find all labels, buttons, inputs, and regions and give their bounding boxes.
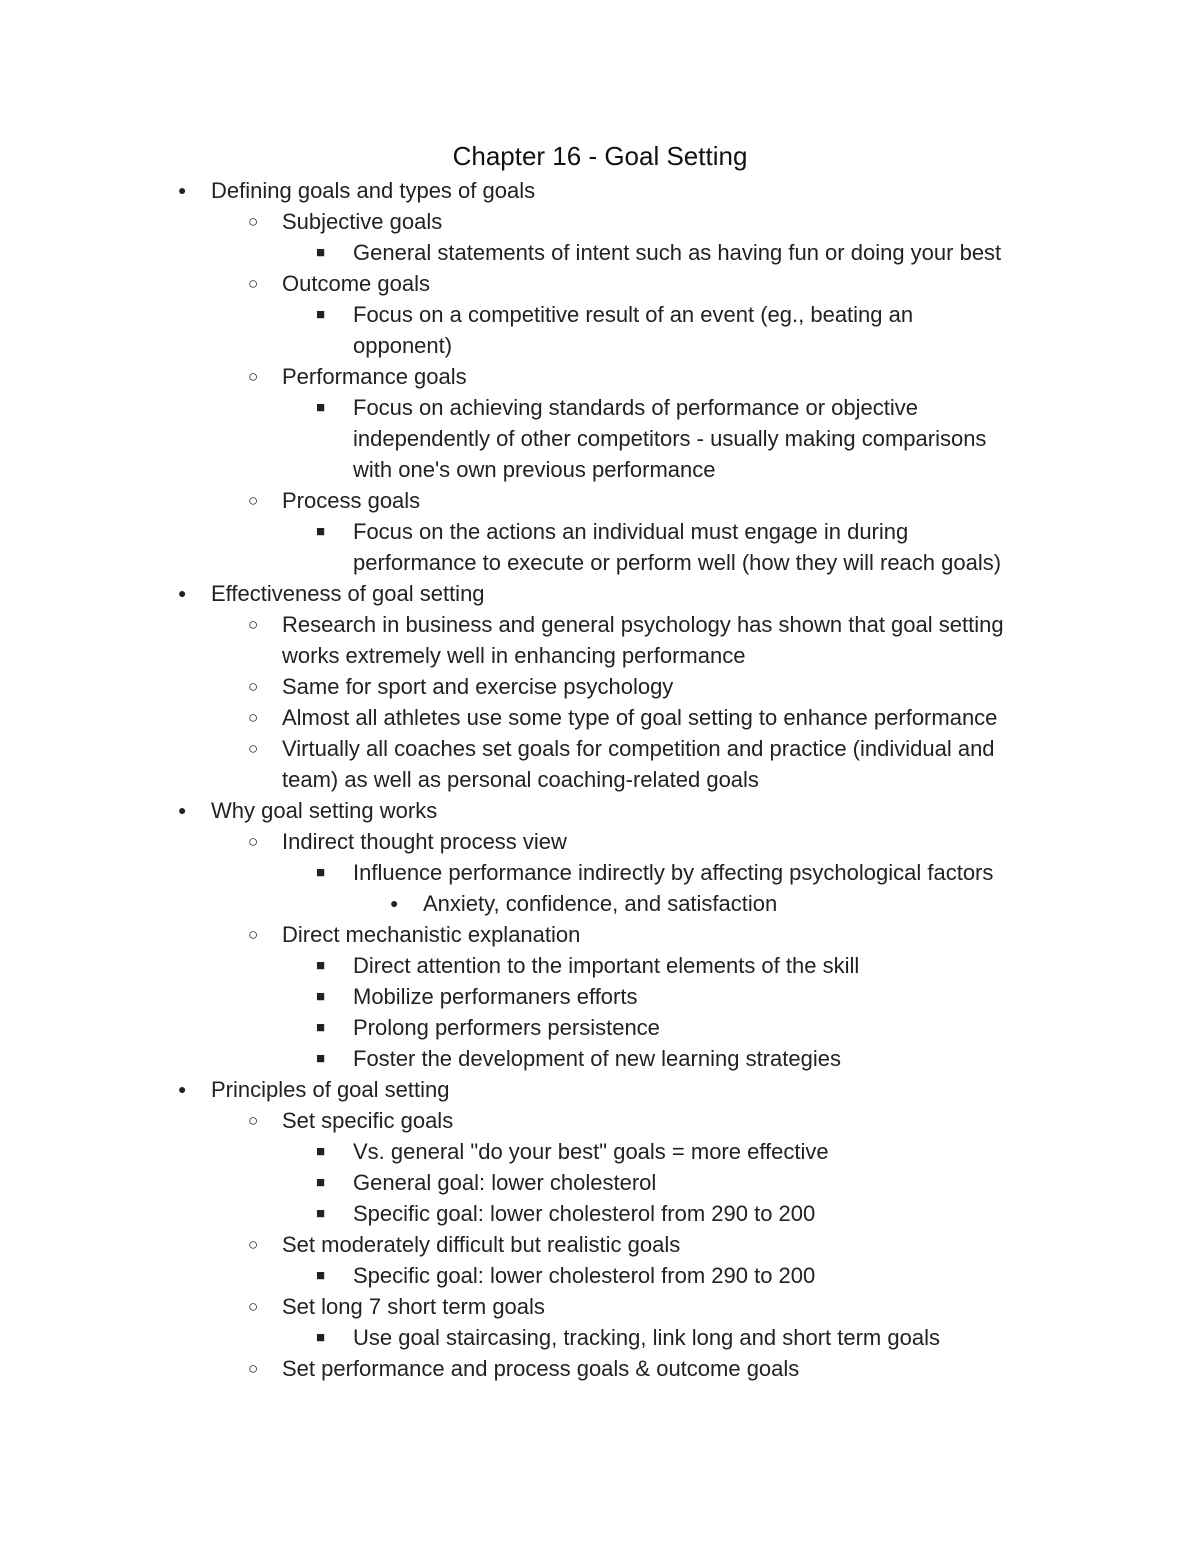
hollow-circle-bullet-icon: ○	[248, 832, 259, 851]
square-bullet-icon: ■	[316, 523, 326, 540]
outline-item-level2	[0, 826, 1200, 857]
outline-item-line: Direct mechanistic explanation	[282, 922, 581, 947]
hollow-circle-bullet-icon: ○	[248, 367, 259, 386]
square-bullet-icon: ■	[316, 988, 326, 1005]
outline-item-text	[353, 1167, 1200, 1198]
outline-item-level1	[0, 175, 1200, 206]
outline-item-level3	[0, 1167, 1200, 1198]
outline-item-text	[282, 826, 1200, 857]
outline-item-text	[353, 237, 1200, 268]
outline-item-line: Set performance and process goals & outcome goals	[282, 1356, 800, 1381]
outline-item-line: opponent)	[353, 333, 453, 358]
outline-item-text	[282, 1291, 1200, 1322]
hollow-circle-bullet-icon: ○	[248, 925, 259, 944]
outline-item-text	[282, 1229, 1200, 1260]
hollow-circle-bullet-icon: ○	[248, 274, 259, 293]
outline-item-line: Indirect thought process view	[282, 829, 567, 854]
outline-item-line: Focus on achieving standards of performance or objective	[353, 395, 918, 420]
outline-item-line: Process goals	[282, 488, 421, 513]
outline-item-level1	[0, 578, 1200, 609]
outline-item-level3	[0, 516, 1200, 578]
outline-item-text	[353, 857, 1200, 888]
outline-item-level4	[0, 888, 1200, 919]
outline-item-level3	[0, 299, 1200, 361]
outline-item-line: Focus on the actions an individual must engage in during	[353, 519, 909, 544]
outline-item-line: Set moderately difficult but realistic goals	[282, 1232, 681, 1257]
outline-item-level2	[0, 919, 1200, 950]
outline-item-level2	[0, 609, 1200, 671]
outline-item-line: Principles of goal setting	[211, 1077, 450, 1102]
outline-item-level2	[0, 1291, 1200, 1322]
outline-list	[0, 175, 1200, 1384]
square-bullet-icon: ■	[316, 1050, 326, 1067]
outline-item-line: independently of other competitors - usually making comparisons	[353, 426, 987, 451]
outline-item-line: Influence performance indirectly by affecting psychological factors	[353, 860, 994, 885]
outline-item-line: Foster the development of new learning strategies	[353, 1046, 841, 1071]
outline-item-level3	[0, 1260, 1200, 1291]
outline-item-text	[282, 361, 1200, 392]
square-bullet-icon: ■	[316, 1143, 326, 1160]
hollow-circle-bullet-icon: ○	[248, 212, 259, 231]
outline-item-text	[353, 516, 1200, 578]
outline-item-line: Anxiety, confidence, and satisfaction	[423, 891, 778, 916]
hollow-circle-bullet-icon: ○	[248, 708, 259, 727]
outline-item-line: team) as well as personal coaching-related goals	[282, 767, 759, 792]
square-bullet-icon: ■	[316, 1329, 326, 1346]
outline-item-text	[282, 702, 1200, 733]
outline-item-level2	[0, 1105, 1200, 1136]
outline-item-text	[353, 392, 1200, 485]
outline-item-line: Virtually all coaches set goals for competition and practice (individual and	[282, 736, 995, 761]
outline-item-line: Vs. general "do your best" goals = more effective	[353, 1139, 829, 1164]
outline-item-level3	[0, 981, 1200, 1012]
outline-item-text	[211, 578, 1200, 609]
outline-item-text	[353, 1260, 1200, 1291]
outline-item-line: Specific goal: lower cholesterol from 290 to 200	[353, 1263, 816, 1288]
outline-item-line: Specific goal: lower cholesterol from 290 to 200	[353, 1201, 816, 1226]
hollow-circle-bullet-icon: ○	[248, 615, 259, 634]
outline-item-line: performance to execute or perform well (how they will reach goals)	[353, 550, 1002, 575]
square-bullet-icon: ■	[316, 244, 326, 261]
outline-item-line: Use goal staircasing, tracking, link long and short term goals	[353, 1325, 940, 1350]
hollow-circle-bullet-icon: ○	[248, 1111, 259, 1130]
outline-item-level3	[0, 1043, 1200, 1074]
square-bullet-icon: ■	[316, 864, 326, 881]
outline-item-level2	[0, 206, 1200, 237]
outline-item-level3	[0, 857, 1200, 888]
outline-item-text	[353, 1198, 1200, 1229]
outline-item-text	[353, 1012, 1200, 1043]
outline-item-level2	[0, 485, 1200, 516]
outline-item-text	[353, 299, 1200, 361]
outline-item-line: Mobilize performaners efforts	[353, 984, 638, 1009]
outline-item-text	[282, 671, 1200, 702]
outline-item-level2	[0, 671, 1200, 702]
outline-item-text	[282, 609, 1200, 671]
square-bullet-icon: ■	[316, 1267, 326, 1284]
outline-item-text	[353, 950, 1200, 981]
outline-item-line: Subjective goals	[282, 209, 443, 234]
outline-item-level2	[0, 361, 1200, 392]
outline-item-level1	[0, 795, 1200, 826]
outline-item-level2	[0, 702, 1200, 733]
outline-item-line: General goal: lower cholesterol	[353, 1170, 657, 1195]
hollow-circle-bullet-icon: ○	[248, 1235, 259, 1254]
outline-item-line: General statements of intent such as having fun or doing your best	[353, 240, 1002, 265]
square-bullet-icon: ■	[316, 306, 326, 323]
outline-item-level2	[0, 1353, 1200, 1384]
outline-item-line: Focus on a competitive result of an event (eg., beating an	[353, 302, 914, 327]
filled-circle-bullet-icon: ●	[178, 182, 187, 198]
outline-item-text	[282, 1105, 1200, 1136]
outline-item-text	[211, 1074, 1200, 1105]
outline-item-level3	[0, 950, 1200, 981]
outline-item-line: Same for sport and exercise psychology	[282, 674, 674, 699]
outline-item-text	[353, 1322, 1200, 1353]
filled-circle-bullet-icon: ●	[178, 585, 187, 601]
outline-item-line: Outcome goals	[282, 271, 430, 296]
filled-circle-bullet-icon: ●	[178, 802, 187, 818]
filled-circle-bullet-icon: ●	[178, 1081, 187, 1097]
outline-item-level3	[0, 392, 1200, 485]
page-title: Chapter 16 - Goal Setting	[452, 141, 748, 171]
outline-item-text	[353, 1043, 1200, 1074]
outline-item-level3	[0, 1198, 1200, 1229]
outline-item-level1	[0, 1074, 1200, 1105]
outline-item-text	[282, 485, 1200, 516]
outline-item-level2	[0, 733, 1200, 795]
hollow-circle-bullet-icon: ○	[248, 1359, 259, 1378]
outline-item-level3	[0, 1322, 1200, 1353]
outline-item-line: Defining goals and types of goals	[211, 178, 536, 203]
outline-item-level3	[0, 1136, 1200, 1167]
filled-circle-bullet-icon: ●	[390, 895, 399, 911]
outline-item-line: works extremely well in enhancing performance	[282, 643, 746, 668]
outline-item-line: Why goal setting works	[211, 798, 438, 823]
outline-item-line: Effectiveness of goal setting	[211, 581, 485, 606]
outline-item-text	[282, 733, 1200, 795]
hollow-circle-bullet-icon: ○	[248, 739, 259, 758]
outline-item-text	[353, 1136, 1200, 1167]
square-bullet-icon: ■	[316, 1174, 326, 1191]
hollow-circle-bullet-icon: ○	[248, 1297, 259, 1316]
outline-item-line: Research in business and general psychology has shown that goal setting	[282, 612, 1004, 637]
outline-item-text	[353, 981, 1200, 1012]
outline-item-line: Set specific goals	[282, 1108, 454, 1133]
outline-item-text	[282, 268, 1200, 299]
outline-item-text	[282, 1353, 1200, 1384]
outline-item-line: Almost all athletes use some type of goal setting to enhance performance	[282, 705, 998, 730]
outline-item-text	[282, 919, 1200, 950]
square-bullet-icon: ■	[316, 1205, 326, 1222]
outline-item-level3	[0, 1012, 1200, 1043]
outline-item-text	[211, 175, 1200, 206]
outline-item-level2	[0, 268, 1200, 299]
square-bullet-icon: ■	[316, 399, 326, 416]
square-bullet-icon: ■	[316, 1019, 326, 1036]
outline-item-line: Performance goals	[282, 364, 467, 389]
outline-item-level2	[0, 1229, 1200, 1260]
outline-item-text	[282, 206, 1200, 237]
outline-item-line: Prolong performers persistence	[353, 1015, 660, 1040]
outline-item-line: Direct attention to the important elements of the skill	[353, 953, 860, 978]
outline-item-text	[211, 795, 1200, 826]
outline-item-level3	[0, 237, 1200, 268]
hollow-circle-bullet-icon: ○	[248, 491, 259, 510]
square-bullet-icon: ■	[316, 957, 326, 974]
outline-item-line: Set long 7 short term goals	[282, 1294, 545, 1319]
hollow-circle-bullet-icon: ○	[248, 677, 259, 696]
outline-item-line: with one's own previous performance	[353, 457, 716, 482]
outline-item-text	[423, 888, 1200, 919]
